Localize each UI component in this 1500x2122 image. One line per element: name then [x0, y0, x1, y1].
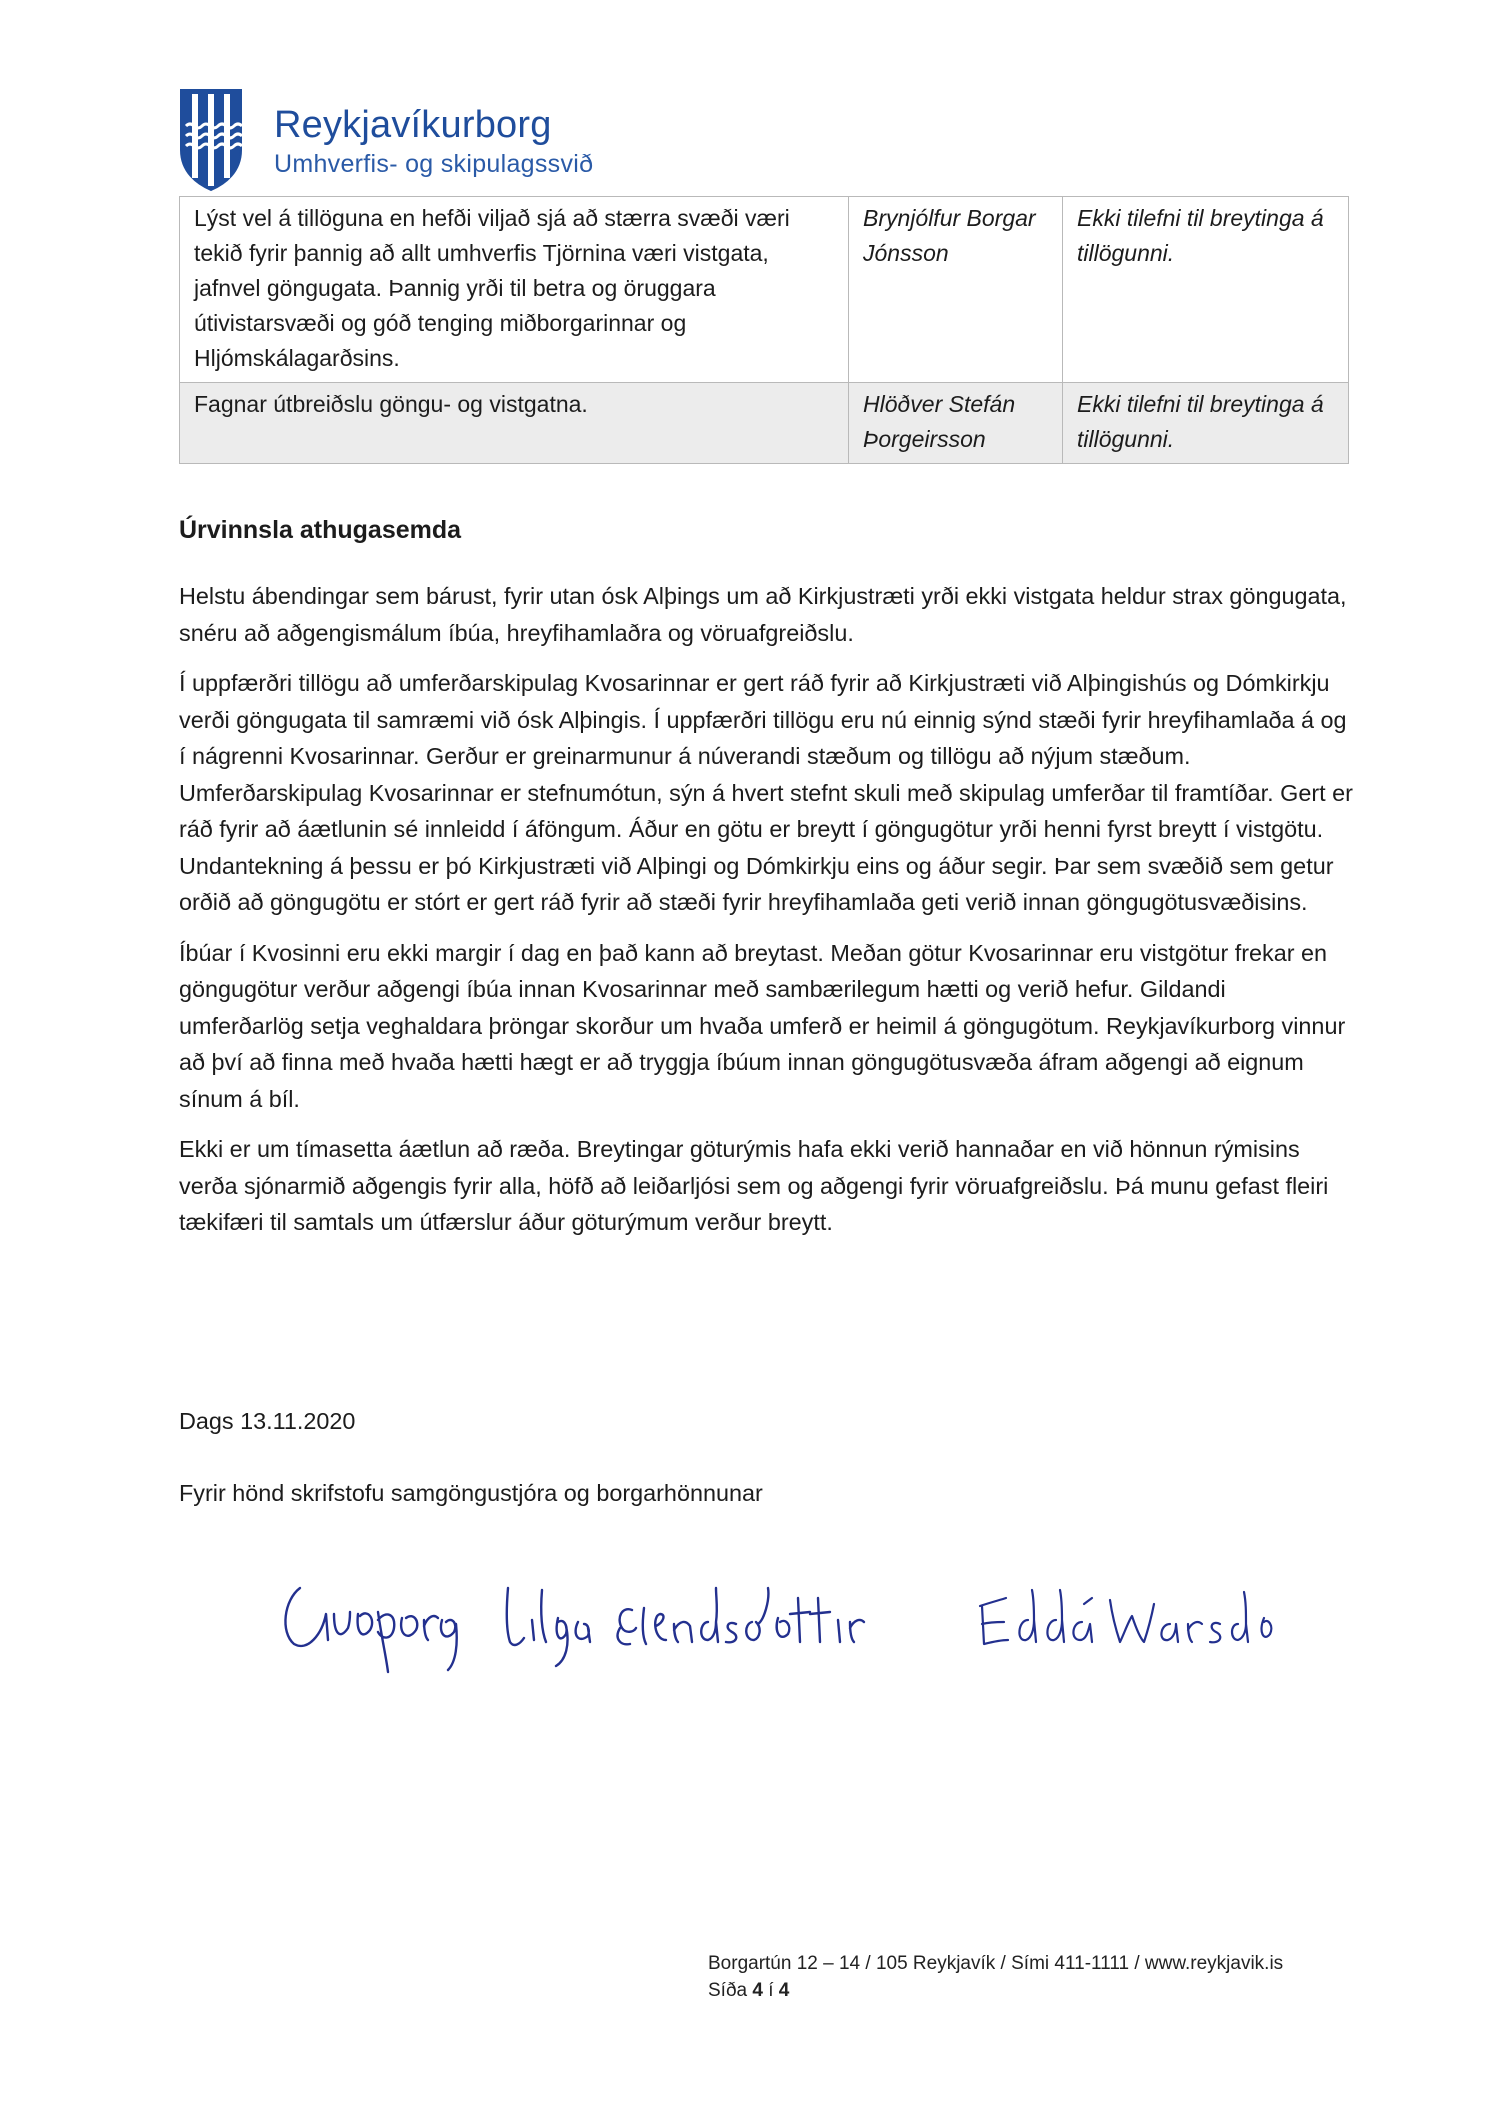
signoff-line: Fyrir hönd skrifstofu samgöngustjóra og borgarhönnunar: [179, 1480, 763, 1506]
table-row: [180, 383, 1349, 464]
org-name: Reykjavíkurborg: [274, 104, 552, 146]
page-indicator: [708, 1977, 1283, 2004]
footer: [708, 1950, 1283, 2004]
paragraph: Helstu ábendingar sem bárust, fyrir utan ósk Alþings um að Kirkjustræti yrði ekki vistgata heldur strax göngugata, snéru að aðgengismálum íbúa, hreyfihamlaðra og vöruafgreiðslu.: [179, 583, 1347, 646]
paragraph: Ekki er um tímasetta áætlun að ræða. Breytingar göturýmis hafa ekki verið hannaðar en við hönnun rýmisins verða sjónarmið aðgengis fyrir alla, höfð að leiðarljósi sem og aðgengi fyrir vöruafgreiðslu. Þá munu gefast fleiri tækifæri til samtals um útfærslur áður göturýmum verður breytt.: [179, 1136, 1329, 1235]
signature-1-icon: [285, 1588, 864, 1672]
paragraph: Íbúar í Kvosinni eru ekki margir í dag en það kann að breytast. Meðan götur Kvosarinnar eru vistgötur frekar en göngugötur verður aðgengi íbúa innan Kvosarinnar með sambærilegum hætti og verið hefur. Gildandi umferðarlög setja veghaldara þröngar skorður um hvaða umferð er heimil á göngugötum. Reykjavíkurborg vinnur að því að finna með hvaða hætti hægt er að tryggja íbúum innan göngugötusvæða áfram aðgengi að eignum sínum á bíl.: [179, 939, 1346, 1112]
page-total: 4: [778, 1980, 790, 2001]
table-row: [180, 197, 1349, 383]
comment-response: Ekki tilefni til breytinga á tillögunni.: [1063, 197, 1349, 383]
comment-text: Fagnar útbreiðslu göngu- og vistgatna.: [180, 383, 849, 464]
paragraph: Í uppfærðri tillögu að umferðarskipulag Kvosarinnar er gert ráð fyrir að Kirkjustræti við Alþingishús og Dómkirkju verði göngugata til samræmi við ósk Alþingis. Í uppfærðri tillögu eru nú einnig sýnd stæði fyrir hreyfihamlaða á og í nágrenni Kvosarinnar. Gerður er greinarmunur á núverandi stæðum og tillögu að nýjum stæðum. Umferðarskipulag Kvosarinnar er stefnumótun, sýn á hvert stefnt skuli með skipulag umferðar til framtíðar. Gert er ráð fyrir að áætlunin sé innleidd í áföngum. Áður en götu er breytt í göngugötur yrði henni fyrst breytt í vistgötu. Undantekning á þessu er þó Kirkjustræti við Alþingi og Dómkirkju eins og áður segir. Þar sem svæðið sem getur orðið að göngugötu er stórt er gert ráð fyrir að stæði fyrir hreyfihamlaða geti verið innan göngugötusvæðisins.: [179, 670, 1353, 915]
section-title: Úrvinnsla athugasemda: [179, 516, 462, 544]
comment-response: Ekki tilefni til breytinga á tillögunni.: [1063, 383, 1349, 464]
signatures: [270, 1548, 1280, 1688]
comments-table: [179, 196, 1349, 464]
comment-author: Brynjólfur Borgar Jónsson: [849, 197, 1063, 383]
page-of: í: [768, 1980, 774, 2001]
comment-text: Lýst vel á tillöguna en hefði viljað sjá að stærra svæði væri tekið fyrir þannig að allt umhverfis Tjörnina væri vistgata, jafnvel göngugata. Þannig yrði til betra og öruggara útivistarsvæði og góð tenging miðborgarinnar og Hljómskálagarðsins.: [180, 197, 849, 383]
page-word: Síða: [708, 1980, 748, 2001]
document-date: Dags 13.11.2020: [179, 1408, 356, 1434]
department-name: Umhverfis- og skipulagssvið: [274, 150, 594, 178]
header-logo: [178, 88, 608, 196]
section-body: [179, 578, 1354, 1255]
reykjavik-shield-icon: [178, 88, 244, 192]
signature-2-icon: [980, 1590, 1271, 1644]
footer-address: Borgartún 12 – 14 / 105 Reykjavík / Sími 411-1111 / www.reykjavik.is: [708, 1953, 1284, 1974]
comment-author: Hlöðver Stefán Þorgeirsson: [849, 383, 1063, 464]
page-current: 4: [752, 1980, 763, 2001]
